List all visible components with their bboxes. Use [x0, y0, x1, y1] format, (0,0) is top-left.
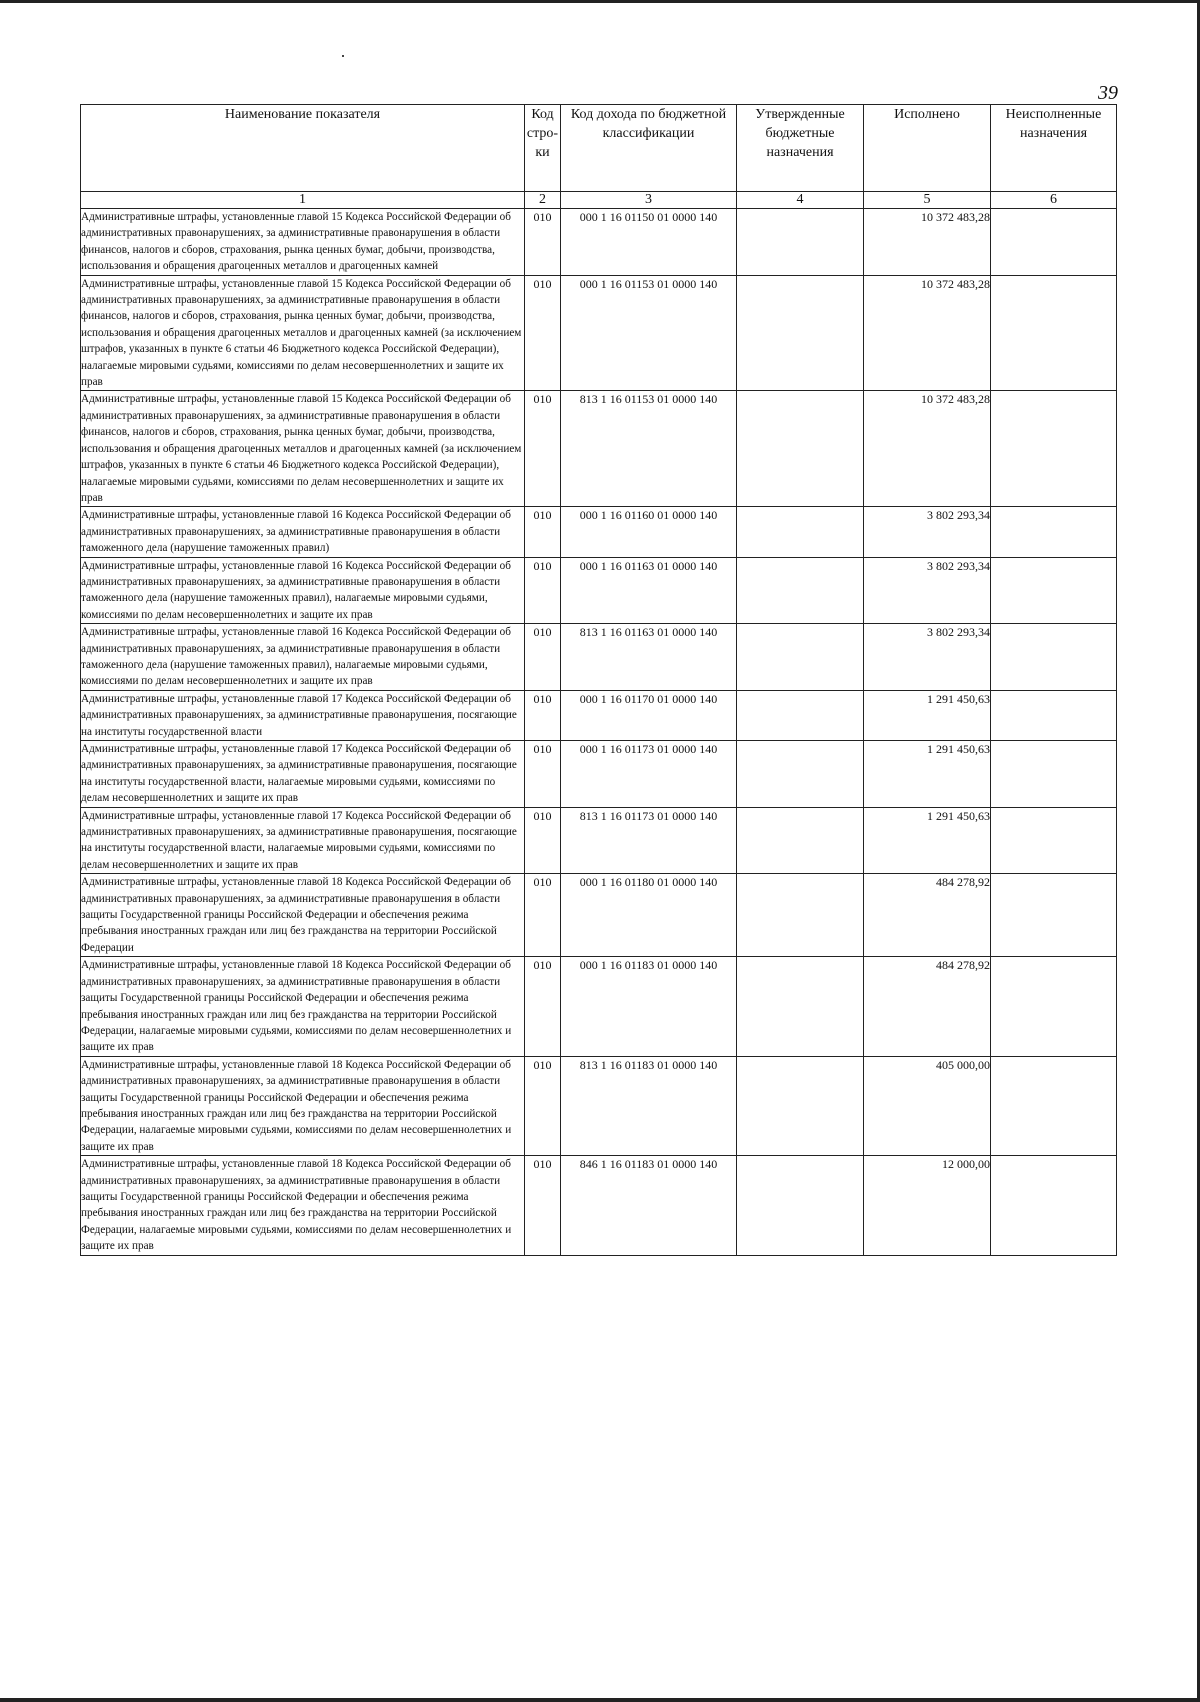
- executed-cell: 3 802 293,34: [864, 557, 991, 624]
- executed-cell: 484 278,92: [864, 957, 991, 1056]
- approved-cell: [737, 690, 864, 740]
- approved-cell: [737, 557, 864, 624]
- indicator-name-cell: Административные штрафы, установленные главой 18 Кодекса Российской Федерации об административных правонарушениях, за административные правонарушения в области защиты Государственной границы Российской Федерации и обеспечения режима пребывания иностранных граждан или лиц без гражданства на территории Российской Федерации: [81, 874, 525, 957]
- unexecuted-cell: [991, 690, 1117, 740]
- approved-cell: [737, 741, 864, 808]
- line-code-cell: 010: [525, 957, 561, 1056]
- scan-speck: [342, 55, 344, 57]
- executed-cell: 1 291 450,63: [864, 690, 991, 740]
- table-row: [81, 807, 1117, 874]
- unexecuted-cell: [991, 209, 1117, 276]
- indicator-name-cell: Административные штрафы, установленные главой 17 Кодекса Российской Федерации об административных правонарушениях, за административные правонарушения, посягающие на институты государственной власти, налагаемые мировыми судьями, комиссиями по делам несовершеннолетних и защите их прав: [81, 741, 525, 808]
- table-body: [81, 209, 1117, 1256]
- unexecuted-cell: [991, 807, 1117, 874]
- approved-cell: [737, 209, 864, 276]
- table-row: [81, 624, 1117, 691]
- executed-cell: 405 000,00: [864, 1056, 991, 1155]
- unexecuted-cell: [991, 874, 1117, 957]
- income-code-cell: 000 1 16 01180 01 0000 140: [561, 874, 737, 957]
- line-code-cell: 010: [525, 1056, 561, 1155]
- executed-cell: 3 802 293,34: [864, 507, 991, 557]
- page-border-bottom: [0, 1698, 1200, 1702]
- page-number: 39: [1098, 82, 1118, 104]
- indicator-name-cell: Административные штрафы, установленные главой 18 Кодекса Российской Федерации об административных правонарушениях, за административные правонарушения в области защиты Государственной границы Российской Федерации и обеспечения режима пребывания иностранных граждан или лиц без гражданства на территории Российской Федерации, налагаемые мировыми судьями, комиссиями по делам несовершеннолетних и защите их прав: [81, 957, 525, 1056]
- indicator-name-cell: Административные штрафы, установленные главой 16 Кодекса Российской Федерации об административных правонарушениях, за административные правонарушения в области таможенного дела (нарушение таможенных правил): [81, 507, 525, 557]
- line-code-cell: 010: [525, 391, 561, 507]
- executed-cell: 484 278,92: [864, 874, 991, 957]
- header-executed: Исполнено: [864, 105, 991, 192]
- header-line-code: Код стро-ки: [525, 105, 561, 192]
- table-row: [81, 1056, 1117, 1155]
- indicator-name-cell: Административные штрафы, установленные главой 15 Кодекса Российской Федерации об административных правонарушениях, за административные правонарушения в области финансов, налогов и сборов, страхования, рынка ценных бумаг, добычи, производства, использования и обращения драгоценных металлов и драгоценных камней: [81, 209, 525, 276]
- unexecuted-cell: [991, 275, 1117, 391]
- line-code-cell: 010: [525, 624, 561, 691]
- income-code-cell: 813 1 16 01153 01 0000 140: [561, 391, 737, 507]
- approved-cell: [737, 957, 864, 1056]
- unexecuted-cell: [991, 741, 1117, 808]
- unexecuted-cell: [991, 624, 1117, 691]
- line-code-cell: 010: [525, 741, 561, 808]
- table-row: [81, 275, 1117, 391]
- unexecuted-cell: [991, 391, 1117, 507]
- column-number: 5: [864, 192, 991, 209]
- indicator-name-cell: Административные штрафы, установленные главой 17 Кодекса Российской Федерации об административных правонарушениях, за административные правонарушения, посягающие на институты государственной власти: [81, 690, 525, 740]
- approved-cell: [737, 275, 864, 391]
- approved-cell: [737, 807, 864, 874]
- executed-cell: 12 000,00: [864, 1156, 991, 1255]
- unexecuted-cell: [991, 1056, 1117, 1155]
- income-code-cell: 000 1 16 01170 01 0000 140: [561, 690, 737, 740]
- income-code-cell: 000 1 16 01173 01 0000 140: [561, 741, 737, 808]
- indicator-name-cell: Административные штрафы, установленные главой 15 Кодекса Российской Федерации об административных правонарушениях, за административные правонарушения в области финансов, налогов и сборов, страхования, рынка ценных бумаг, добычи, производства, использования и обращения драгоценных металлов и драгоценных камней (за исключением штрафов, указанных в пункте 6 статьи 46 Бюджетного кодекса Российской Федерации), налагаемые мировыми судьями, комиссиями по делам несовершеннолетних и защите их прав: [81, 275, 525, 391]
- income-code-cell: 813 1 16 01173 01 0000 140: [561, 807, 737, 874]
- header-approved: Утвержденные бюджетные назначения: [737, 105, 864, 192]
- table-row: [81, 1156, 1117, 1255]
- line-code-cell: 010: [525, 209, 561, 276]
- table-row: [81, 741, 1117, 808]
- header-row: [81, 105, 1117, 192]
- income-code-cell: 000 1 16 01153 01 0000 140: [561, 275, 737, 391]
- column-number-row: [81, 192, 1117, 209]
- table-row: [81, 209, 1117, 276]
- unexecuted-cell: [991, 1156, 1117, 1255]
- executed-cell: 1 291 450,63: [864, 741, 991, 808]
- approved-cell: [737, 874, 864, 957]
- table-row: [81, 690, 1117, 740]
- table-row: [81, 557, 1117, 624]
- approved-cell: [737, 624, 864, 691]
- executed-cell: 1 291 450,63: [864, 807, 991, 874]
- indicator-name-cell: Административные штрафы, установленные главой 16 Кодекса Российской Федерации об административных правонарушениях, за административные правонарушения в области таможенного дела (нарушение таможенных правил), налагаемые мировыми судьями, комиссиями по делам несовершеннолетних и защите их прав: [81, 624, 525, 691]
- executed-cell: 10 372 483,28: [864, 275, 991, 391]
- column-number: 2: [525, 192, 561, 209]
- executed-cell: 3 802 293,34: [864, 624, 991, 691]
- unexecuted-cell: [991, 557, 1117, 624]
- line-code-cell: 010: [525, 874, 561, 957]
- income-code-cell: 813 1 16 01163 01 0000 140: [561, 624, 737, 691]
- indicator-name-cell: Административные штрафы, установленные главой 17 Кодекса Российской Федерации об административных правонарушениях, за административные правонарушения, посягающие на институты государственной власти, налагаемые мировыми судьями, комиссиями по делам несовершеннолетних и защите их прав: [81, 807, 525, 874]
- column-number: 3: [561, 192, 737, 209]
- indicator-name-cell: Административные штрафы, установленные главой 18 Кодекса Российской Федерации об административных правонарушениях, за административные правонарушения в области защиты Государственной границы Российской Федерации и обеспечения режима пребывания иностранных граждан или лиц без гражданства на территории Российской Федерации, налагаемые мировыми судьями, комиссиями по делам несовершеннолетних и защите их прав: [81, 1156, 525, 1255]
- line-code-cell: 010: [525, 690, 561, 740]
- indicator-name-cell: Административные штрафы, установленные главой 15 Кодекса Российской Федерации об административных правонарушениях, за административные правонарушения в области финансов, налогов и сборов, страхования, рынка ценных бумаг, добычи, производства, использования и обращения драгоценных металлов и драгоценных камней (за исключением штрафов, указанных в пункте 6 статьи 46 Бюджетного кодекса Российской Федерации), налагаемые мировыми судьями, комиссиями по делам несовершеннолетних и защите их прав: [81, 391, 525, 507]
- unexecuted-cell: [991, 507, 1117, 557]
- table-row: [81, 874, 1117, 957]
- income-code-cell: 000 1 16 01150 01 0000 140: [561, 209, 737, 276]
- table-row: [81, 957, 1117, 1056]
- line-code-cell: 010: [525, 1156, 561, 1255]
- header-indicator-name: Наименование показателя: [81, 105, 525, 192]
- approved-cell: [737, 1056, 864, 1155]
- line-code-cell: 010: [525, 807, 561, 874]
- approved-cell: [737, 1156, 864, 1255]
- page-border-top: [0, 0, 1200, 3]
- executed-cell: 10 372 483,28: [864, 209, 991, 276]
- executed-cell: 10 372 483,28: [864, 391, 991, 507]
- column-number: 4: [737, 192, 864, 209]
- line-code-cell: 010: [525, 275, 561, 391]
- table-row: [81, 507, 1117, 557]
- budget-execution-table: [80, 104, 1117, 1256]
- approved-cell: [737, 391, 864, 507]
- table-row: [81, 391, 1117, 507]
- column-number: 1: [81, 192, 525, 209]
- income-code-cell: 000 1 16 01183 01 0000 140: [561, 957, 737, 1056]
- indicator-name-cell: Административные штрафы, установленные главой 18 Кодекса Российской Федерации об административных правонарушениях, за административные правонарушения в области защиты Государственной границы Российской Федерации и обеспечения режима пребывания иностранных граждан или лиц без гражданства на территории Российской Федерации, налагаемые мировыми судьями, комиссиями по делам несовершеннолетних и защите их прав: [81, 1056, 525, 1155]
- line-code-cell: 010: [525, 557, 561, 624]
- income-code-cell: 813 1 16 01183 01 0000 140: [561, 1056, 737, 1155]
- indicator-name-cell: Административные штрафы, установленные главой 16 Кодекса Российской Федерации об административных правонарушениях, за административные правонарушения в области таможенного дела (нарушение таможенных правил), налагаемые мировыми судьями, комиссиями по делам несовершеннолетних и защите их прав: [81, 557, 525, 624]
- header-unexecuted: Неисполненные назначения: [991, 105, 1117, 192]
- income-code-cell: 846 1 16 01183 01 0000 140: [561, 1156, 737, 1255]
- approved-cell: [737, 507, 864, 557]
- unexecuted-cell: [991, 957, 1117, 1056]
- income-code-cell: 000 1 16 01163 01 0000 140: [561, 557, 737, 624]
- income-code-cell: 000 1 16 01160 01 0000 140: [561, 507, 737, 557]
- line-code-cell: 010: [525, 507, 561, 557]
- column-number: 6: [991, 192, 1117, 209]
- header-income-code: Код дохода по бюджетной классификации: [561, 105, 737, 192]
